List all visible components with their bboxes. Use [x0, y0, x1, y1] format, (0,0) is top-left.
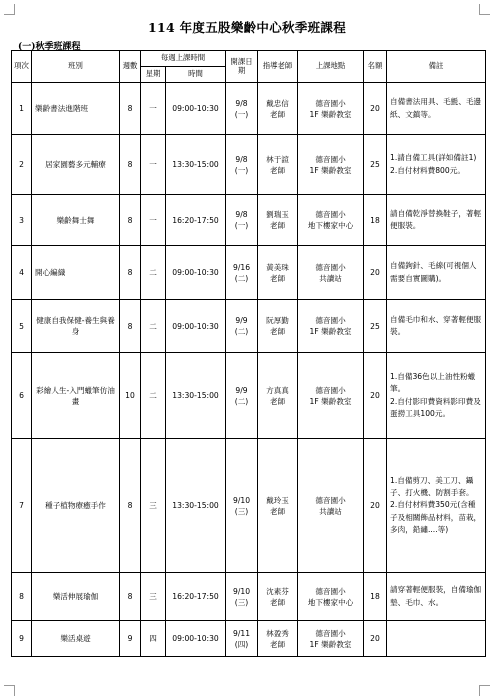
header-start-date: 開課日期 [226, 51, 258, 83]
section-title: (一)秋季班課程 [18, 42, 81, 52]
cell-time: 16:20-17:50 [166, 195, 226, 246]
cell-class: 彩繪人生-入門蠟筆仿油畫 [32, 353, 120, 439]
cell-class: 開心編織 [32, 246, 120, 300]
cell-start-date: 9/10 (三) [226, 573, 258, 621]
table-row [12, 135, 486, 195]
crop-mark-top-left [4, 4, 15, 15]
header-class: 班別 [32, 51, 120, 83]
cell-teacher: 黃美珠 老師 [258, 246, 298, 300]
cell-seq: 3 [12, 195, 32, 246]
cell-location: 德音園小 1F 樂齡教室 [298, 621, 364, 657]
cell-weekday: 一 [141, 83, 166, 135]
header-teacher: 指導老師 [258, 51, 298, 83]
cell-quota: 20 [364, 621, 387, 657]
table-row [12, 300, 486, 353]
cell-class: 種子植物療癒手作 [32, 439, 120, 573]
cell-location: 德音園小 地下樓家中心 [298, 195, 364, 246]
cell-weeks: 8 [120, 135, 141, 195]
cell-location: 德音園小 1F 樂齡教室 [298, 83, 364, 135]
header-weeks: 週數 [120, 51, 141, 83]
cell-weekday: 二 [141, 353, 166, 439]
cell-notes: 自備鉤針、毛線(可視個人需要自實圖購)。 [387, 246, 486, 300]
cell-teacher: 林盈秀 老師 [258, 621, 298, 657]
cell-weeks: 8 [120, 246, 141, 300]
cell-seq: 7 [12, 439, 32, 573]
cell-weeks: 8 [120, 195, 141, 246]
cell-weeks: 8 [120, 300, 141, 353]
cell-quota: 20 [364, 246, 387, 300]
table-row [12, 195, 486, 246]
header-schedule: 每週上課時間 [141, 51, 226, 67]
cell-time: 13:30-15:00 [166, 353, 226, 439]
header-quota: 名額 [364, 51, 387, 83]
crop-mark-bottom-left [4, 685, 15, 696]
header-weekday: 星期 [141, 67, 166, 83]
document-title: 114 年度五股樂齡中心秋季班課程 [147, 20, 347, 35]
cell-class: 居家園藝多元輔療 [32, 135, 120, 195]
cell-teacher: 方真真 老師 [258, 353, 298, 439]
cell-teacher: 林于諠 老師 [258, 135, 298, 195]
cell-start-date: 9/8 (一) [226, 83, 258, 135]
header-location: 上課地點 [298, 51, 364, 83]
cell-quota: 25 [364, 135, 387, 195]
cell-location: 德音園小 共讀站 [298, 439, 364, 573]
cell-notes: 請自備乾淨替換鞋子，著輕便服裝。 [387, 195, 486, 246]
cell-quota: 18 [364, 573, 387, 621]
cell-teacher: 劉瑞玉 老師 [258, 195, 298, 246]
cell-weekday: 三 [141, 573, 166, 621]
cell-notes: 自備毛巾和水、穿著輕便服裝。 [387, 300, 486, 353]
cell-time: 13:30-15:00 [166, 439, 226, 573]
cell-location: 德音園小 1F 樂齡教室 [298, 300, 364, 353]
table-row [12, 621, 486, 657]
table-row [12, 439, 486, 573]
cell-notes: 1.自備剪刀、美工刀、鑷子、打火機、防割手套。 2.自付材料費350元(含種子及相關飾品材料，苗栽，多肉，鉛繡....等) [387, 439, 486, 573]
header-time: 時間 [166, 67, 226, 83]
cell-weekday: 二 [141, 246, 166, 300]
course-table [11, 50, 486, 657]
table-row [12, 83, 486, 135]
cell-notes [387, 621, 486, 657]
cell-seq: 4 [12, 246, 32, 300]
table-row [12, 246, 486, 300]
cell-weeks: 9 [120, 621, 141, 657]
table-row [12, 353, 486, 439]
cell-start-date: 9/8 (一) [226, 195, 258, 246]
cell-teacher: 戴玲玉 老師 [258, 439, 298, 573]
cell-time: 09:00-10:30 [166, 621, 226, 657]
cell-location: 德音園小 1F 樂齡教室 [298, 353, 364, 439]
cell-location: 德音園小 共讀站 [298, 246, 364, 300]
cell-quota: 20 [364, 353, 387, 439]
course-rows [12, 83, 486, 657]
cell-seq: 6 [12, 353, 32, 439]
cell-time: 16:20-17:50 [166, 573, 226, 621]
cell-quota: 25 [364, 300, 387, 353]
cell-seq: 8 [12, 573, 32, 621]
cell-class: 樂齡舞士舞 [32, 195, 120, 246]
cell-time: 09:00-10:30 [166, 300, 226, 353]
cell-start-date: 9/9 (二) [226, 300, 258, 353]
cell-class: 健康自我保健-養生與養身 [32, 300, 120, 353]
header-notes: 備註 [387, 51, 486, 83]
cell-class: 樂活伸展瑜伽 [32, 573, 120, 621]
cell-teacher: 戴忠信 老師 [258, 83, 298, 135]
cell-teacher: 阮厚勤 老師 [258, 300, 298, 353]
cell-location: 德音園小 地下樓家中心 [298, 573, 364, 621]
cell-start-date: 9/10 (三) [226, 439, 258, 573]
cell-time: 13:30-15:00 [166, 135, 226, 195]
cell-notes: 1.請自備工具(詳如備註1) 2.自付材料費800元。 [387, 135, 486, 195]
cell-location: 德音園小 1F 樂齡教室 [298, 135, 364, 195]
cell-weekday: 一 [141, 135, 166, 195]
cell-teacher: 沈素芬 老師 [258, 573, 298, 621]
cell-weeks: 10 [120, 353, 141, 439]
cell-class: 樂齡書法進階班 [32, 83, 120, 135]
cell-quota: 20 [364, 439, 387, 573]
cell-start-date: 9/8 (一) [226, 135, 258, 195]
cell-notes: 自備書法用具、毛氈、毛邊紙、文鎮等。 [387, 83, 486, 135]
cell-weekday: 一 [141, 195, 166, 246]
cell-quota: 20 [364, 83, 387, 135]
cell-weeks: 8 [120, 439, 141, 573]
header-seq: 項次 [12, 51, 32, 83]
cell-seq: 2 [12, 135, 32, 195]
cell-notes: 1.自備36色以上油性粉蠟筆。 2.自付影印費資料影印費及蛋撈工具100元。 [387, 353, 486, 439]
cell-notes: 請穿著輕便服裝，自備瑜伽墊、毛巾、水。 [387, 573, 486, 621]
cell-start-date: 9/16 (二) [226, 246, 258, 300]
cell-seq: 1 [12, 83, 32, 135]
cell-weeks: 8 [120, 573, 141, 621]
cell-seq: 5 [12, 300, 32, 353]
cell-weekday: 四 [141, 621, 166, 657]
table-row [12, 573, 486, 621]
cell-time: 09:00-10:30 [166, 246, 226, 300]
cell-start-date: 9/11 (四) [226, 621, 258, 657]
cell-class: 樂活桌遊 [32, 621, 120, 657]
crop-mark-bottom-right [479, 685, 490, 696]
cell-quota: 18 [364, 195, 387, 246]
cell-seq: 9 [12, 621, 32, 657]
header-row-1 [12, 51, 486, 67]
cell-start-date: 9/9 (二) [226, 353, 258, 439]
cell-weeks: 8 [120, 83, 141, 135]
crop-mark-top-right [479, 4, 490, 15]
cell-time: 09:00-10:30 [166, 83, 226, 135]
cell-weekday: 三 [141, 439, 166, 573]
cell-weekday: 二 [141, 300, 166, 353]
